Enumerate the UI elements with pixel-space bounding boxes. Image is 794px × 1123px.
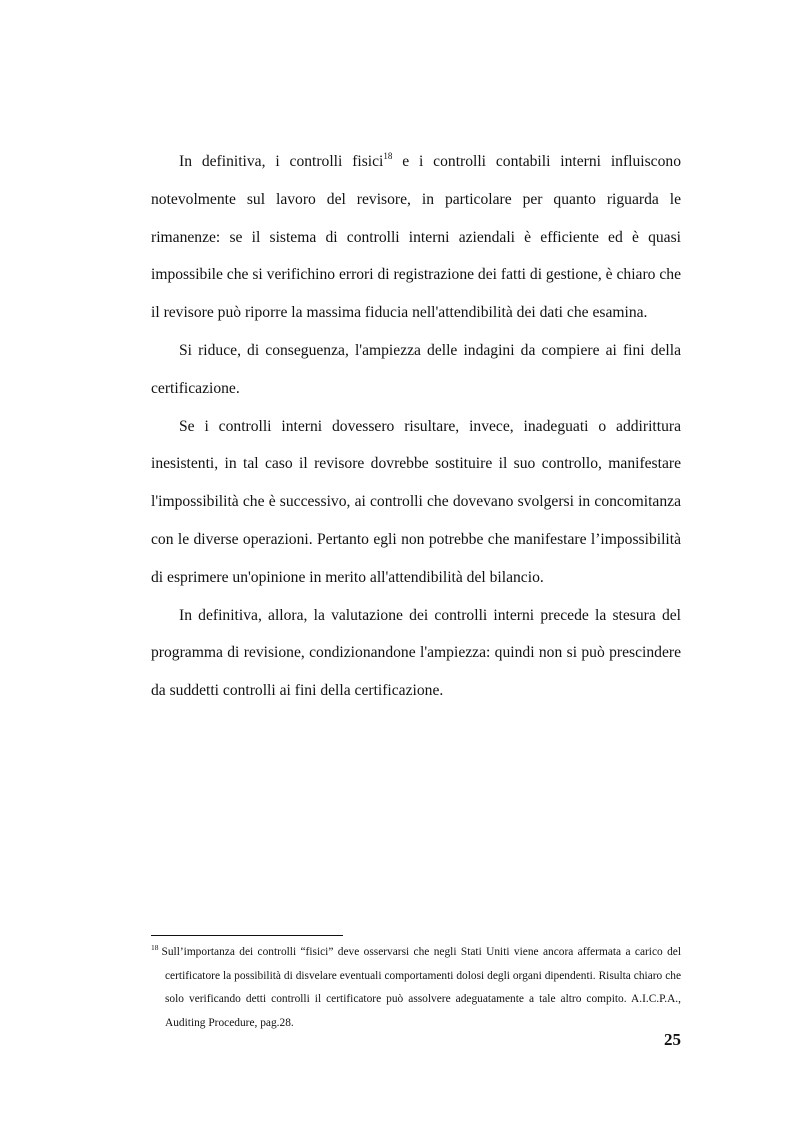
footnote <box>151 941 681 1036</box>
paragraph-2: Si riduce, di conseguenza, l'ampiezza delle indagini da compiere ai fini della certificazione. <box>151 341 681 397</box>
paragraph-1-rest: e i controlli contabili interni influiscono notevolmente sul lavoro del revisore, in particolare per quanto riguarda le rimanenze: se il sistema di controlli interni aziendali è efficiente ed è quasi impossibile che si verifichino errori di registrazione dei fatti di gestione, è chiaro che il revisore può riporre la massima fiducia nell'attendibilità dei dati che esamina. <box>151 153 682 322</box>
footnote-text: Sull’importanza dei controlli “fisici” deve osservarsi che negli Stati Uniti viene ancora affermata a carico del certificatore la possibilità di disvelare eventuali comportamenti dolosi degli organi dipendenti. Risulta chiaro che solo verificando detti controlli il certificatore può assolvere adeguatamente a tale altro compito. A.I.C.P.A., Auditing Procedure, pag.28. <box>161 946 681 1030</box>
paragraph-4: In definitiva, allora, la valutazione dei controlli interni precede la stesura del programma di revisione, condizionandone l'ampiezza: quindi non si può prescindere da suddetti controlli ai fini della certificazione. <box>151 606 681 700</box>
footnote-number: 18 <box>151 943 159 952</box>
paragraph-1 <box>151 143 681 332</box>
page-number: 25 <box>664 1030 681 1049</box>
paragraph-1-start: In definitiva, i controlli fisici <box>179 153 384 170</box>
paragraph-3: Se i controlli interni dovessero risultare, invece, inadeguati o addirittura inesistenti, in tal caso il revisore dovrebbe sostituire il suo controllo, manifestare l'impossibilità che è successivo, ai controlli che dovevano svolgersi in concomitanza con le diverse operazioni. Pertanto egli non potrebbe che manifestare l’impossibilità di esprimere un'opinione in merito all'attendibilità del bilancio. <box>151 417 681 586</box>
footnote-reference[interactable]: 18 <box>383 151 393 161</box>
body-text <box>151 143 681 710</box>
footnote-separator <box>151 935 343 936</box>
